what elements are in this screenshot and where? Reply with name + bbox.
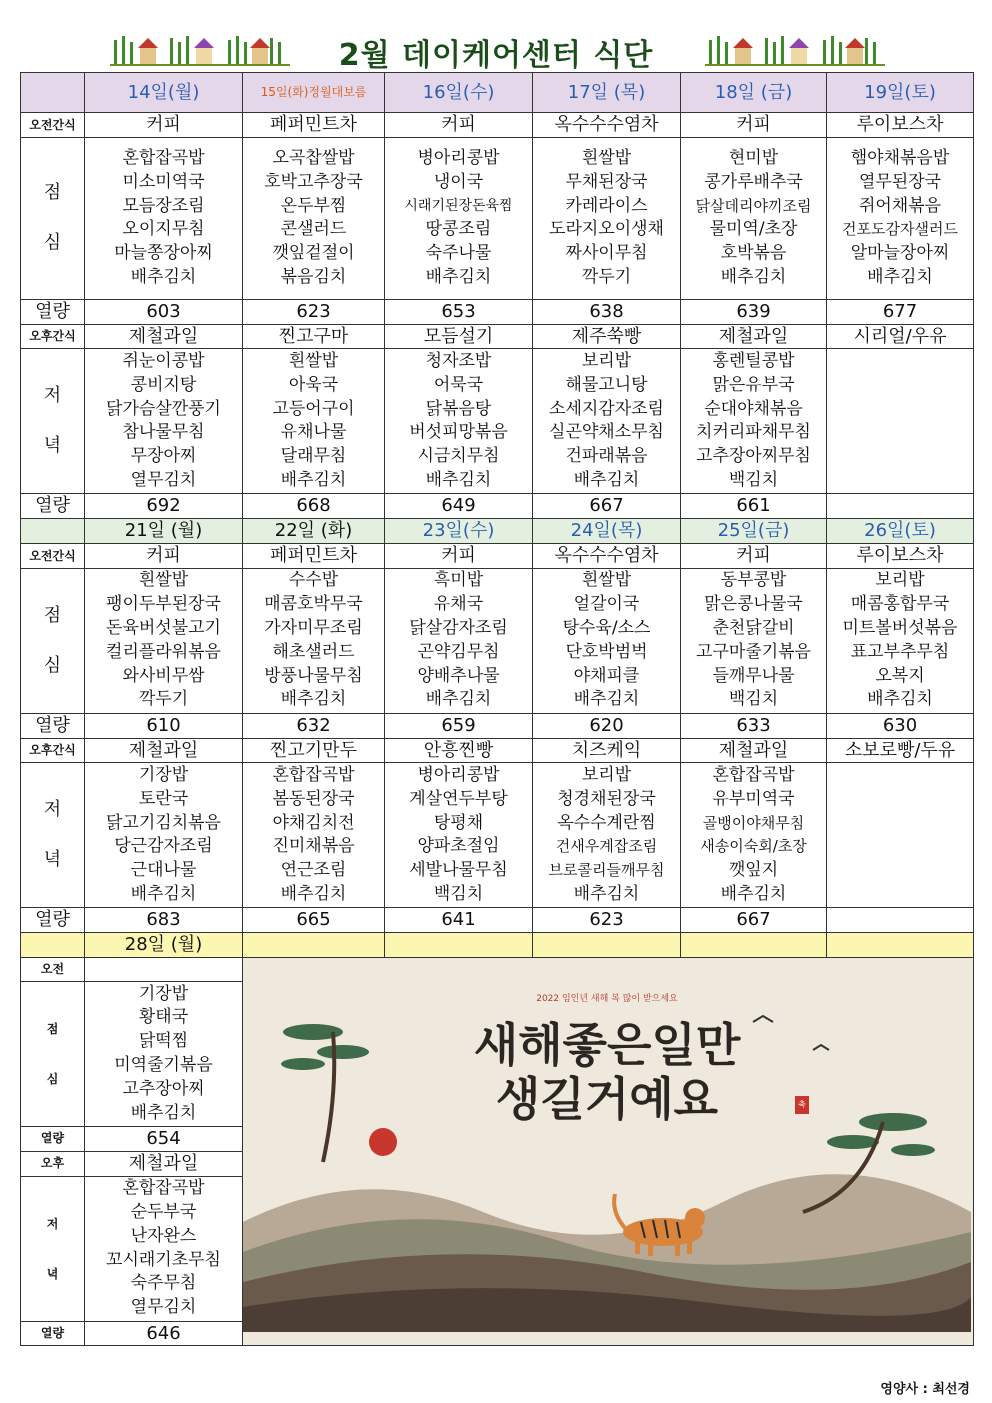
am-snack-cell: 페퍼민트차 — [243, 113, 385, 138]
day-header: 17일 (목) — [533, 73, 681, 113]
day-header: 22일 (화) — [243, 519, 385, 544]
calories-cell: 630 — [827, 713, 974, 738]
pm-snack-label: 오후간식 — [21, 738, 85, 763]
calories-label: 열량 — [21, 713, 85, 738]
week1-dinner-kcal-row — [21, 494, 974, 519]
dinner-label: 저 녁 — [21, 349, 85, 494]
lunch-cell: 현미밥 콩가루배추국 닭살데리야끼조림 물미역/초장 호박볶음 배추김치 — [681, 137, 827, 299]
dinner-cell: 혼합잡곡밥 유부미역국 골뱅이야채무침 새송이숙회/초장 깻잎지 배추김치 — [681, 763, 827, 908]
week2-lunch-kcal-row — [21, 713, 974, 738]
pm-snack-cell: 제철과일 — [681, 324, 827, 349]
calories-cell: 620 — [533, 713, 681, 738]
lunch-cell: 수수밥 매콤호박무국 가자미무조림 해초샐러드 방풍나물무침 배추김치 — [243, 568, 385, 713]
week2-header-row — [21, 519, 974, 544]
am-snack-cell: 옥수수수염차 — [533, 543, 681, 568]
am-snack-cell: 페퍼민트차 — [243, 543, 385, 568]
empty-cell — [243, 933, 385, 958]
pm-snack-cell: 찐고기만두 — [243, 738, 385, 763]
calories-label: 열량 — [21, 1126, 85, 1151]
dinner-cell: 보리밥 청경채된장국 옥수수계란찜 건새우계잡조림 브로콜리들깨무침 배추김치 — [533, 763, 681, 908]
calories-cell: 641 — [385, 908, 533, 933]
calories-cell: 667 — [533, 494, 681, 519]
lunch-cell: 오곡찹쌀밥 호박고추장국 온두부찜 콘샐러드 깻잎겉절이 볶음김치 — [243, 137, 385, 299]
lunch-cell: 햄야채볶음밥 열무된장국 쥐어채볶음 건포도감자샐러드 알마늘장아찌 배추김치 — [827, 137, 974, 299]
am-snack-cell: 커피 — [85, 113, 243, 138]
week2-dinner-row — [21, 763, 974, 908]
lunch-cell: 흰쌀밥 팽이두부된장국 돈육버섯불고기 컬리플라워볶음 와사비무쌈 깍두기 — [85, 568, 243, 713]
banner-small-text: 2022 임인년 새해 복 많이 받으세요 — [536, 993, 678, 1004]
week1-lunch-kcal-row — [21, 299, 974, 324]
calories-cell: 665 — [243, 908, 385, 933]
calories-cell: 603 — [85, 299, 243, 324]
dinner-cell: 병아리콩밥 계살연두부탕 탕평채 양파초절임 세발나물무침 백김치 — [385, 763, 533, 908]
empty-cell — [533, 933, 681, 958]
calories-cell: 649 — [385, 494, 533, 519]
week1-pm-snack-row — [21, 324, 974, 349]
empty-cell — [827, 933, 974, 958]
week2-lunch-row — [21, 568, 974, 713]
dinner-cell: 흰쌀밥 아욱국 고등어구이 유채나물 달래무침 배추김치 — [243, 349, 385, 494]
day-header: 26일(토) — [827, 519, 974, 544]
calories-cell: 638 — [533, 299, 681, 324]
am-snack-cell: 커피 — [85, 543, 243, 568]
am-snack-cell: 커피 — [681, 113, 827, 138]
lunch-cell: 기장밥 황태국 닭떡찜 미역줄기볶음 고추장아찌 배추김치 — [85, 981, 243, 1126]
new-year-banner — [243, 957, 974, 1345]
week1-am-snack-row — [21, 113, 974, 138]
calories-cell — [827, 494, 974, 519]
pm-snack-label: 오후 — [21, 1151, 85, 1176]
pm-snack-cell: 소보로빵/두유 — [827, 738, 974, 763]
day-header: 16일(수) — [385, 73, 533, 113]
dinner-cell: 혼합잡곡밥 순두부국 난자완스 꼬시래기초무침 숙주무침 열무김치 — [85, 1176, 243, 1321]
week2-pm-snack-row — [21, 738, 974, 763]
lunch-cell: 혼합잡곡밥 미소미역국 모듬장조림 오이지무침 마늘쫑장아찌 배추김치 — [85, 137, 243, 299]
pm-snack-cell: 제철과일 — [85, 1151, 243, 1176]
day-header: 14일(월) — [85, 73, 243, 113]
day-header: 19일(토) — [827, 73, 974, 113]
calories-cell: 654 — [85, 1126, 243, 1151]
calories-cell: 659 — [385, 713, 533, 738]
calories-label: 열량 — [21, 908, 85, 933]
am-snack-cell: 커피 — [681, 543, 827, 568]
calories-cell: 623 — [243, 299, 385, 324]
lunch-cell: 보리밥 매콤홍합무국 미트볼버섯볶음 표고부추무침 오복지 배추김치 — [827, 568, 974, 713]
pm-snack-cell: 모듬설기 — [385, 324, 533, 349]
am-snack-cell: 커피 — [385, 113, 533, 138]
week1-header-row — [21, 73, 974, 113]
day-header: 23일(수) — [385, 519, 533, 544]
pm-snack-cell: 찐고구마 — [243, 324, 385, 349]
pm-snack-cell: 제철과일 — [85, 738, 243, 763]
am-snack-cell: 루이보스차 — [827, 113, 974, 138]
pm-snack-cell: 제철과일 — [681, 738, 827, 763]
menu-table — [20, 72, 974, 1346]
calories-cell: 639 — [681, 299, 827, 324]
calories-cell: 668 — [243, 494, 385, 519]
corner-cell — [21, 933, 85, 958]
page-title: 2월 데이케어센터 식단 — [338, 38, 654, 73]
pm-snack-cell: 시리얼/우유 — [827, 324, 974, 349]
calories-cell: 632 — [243, 713, 385, 738]
week2-am-snack-row — [21, 543, 974, 568]
lunch-label: 점 심 — [21, 568, 85, 713]
nutritionist-credit: 영양사 : 최선경 — [880, 1382, 970, 1397]
am-snack-label: 오전간식 — [21, 113, 85, 138]
am-snack-cell: 루이보스차 — [827, 543, 974, 568]
day-header: 18일 (금) — [681, 73, 827, 113]
calories-cell — [827, 908, 974, 933]
pm-snack-label: 오후간식 — [21, 324, 85, 349]
banner-stamp: 축 — [795, 1096, 809, 1114]
day-header: 24일(목) — [533, 519, 681, 544]
am-snack-label: 오전 — [21, 957, 85, 981]
dinner-cell: 기장밥 토란국 닭고기김치볶음 당근감자조림 근대나물 배추김치 — [85, 763, 243, 908]
empty-cell — [385, 933, 533, 958]
lunch-cell: 흰쌀밥 무채된장국 카레라이스 도라지오이생채 짜사이무침 깍두기 — [533, 137, 681, 299]
day-header: 21일 (월) — [85, 519, 243, 544]
pm-snack-cell: 치즈케익 — [533, 738, 681, 763]
day-header: 28일 (월) — [85, 933, 243, 958]
calories-label: 열량 — [21, 299, 85, 324]
week1-lunch-row — [21, 137, 974, 299]
empty-cell — [681, 933, 827, 958]
week3-header-row — [21, 933, 974, 958]
title-bar — [0, 28, 992, 72]
lunch-cell: 병아리콩밥 냉이국 시래기된장돈육찜 땅콩조림 숙주나물 배추김치 — [385, 137, 533, 299]
calories-cell: 653 — [385, 299, 533, 324]
calories-cell: 692 — [85, 494, 243, 519]
pm-snack-cell: 제주쑥빵 — [533, 324, 681, 349]
calories-cell: 623 — [533, 908, 681, 933]
week3-am-snack-row — [21, 957, 974, 981]
am-snack-cell — [85, 957, 243, 981]
dinner-label: 저 녁 — [21, 1176, 85, 1321]
dinner-cell — [827, 763, 974, 908]
dinner-cell: 홍렌틸콩밥 맑은유부국 순대야채볶음 치커리파채무침 고추장아찌무침 백김치 — [681, 349, 827, 494]
calories-label: 열량 — [21, 494, 85, 519]
week1-dinner-row — [21, 349, 974, 494]
am-snack-label: 오전간식 — [21, 543, 85, 568]
pm-snack-cell: 안흥찐빵 — [385, 738, 533, 763]
am-snack-cell: 커피 — [385, 543, 533, 568]
dinner-cell: 청자조밥 어묵국 닭볶음탕 버섯피망볶음 시금치무침 배추김치 — [385, 349, 533, 494]
calories-cell: 633 — [681, 713, 827, 738]
calories-cell: 646 — [85, 1321, 243, 1346]
day-header: 25일(금) — [681, 519, 827, 544]
lunch-cell: 흰쌀밥 얼갈이국 탕수육/소스 단호박범벅 야채피클 배추김치 — [533, 568, 681, 713]
calories-cell: 683 — [85, 908, 243, 933]
calories-cell: 610 — [85, 713, 243, 738]
week2-dinner-kcal-row — [21, 908, 974, 933]
am-snack-cell: 옥수수수염차 — [533, 113, 681, 138]
calories-cell: 661 — [681, 494, 827, 519]
village-decoration-right-icon — [705, 32, 885, 66]
day-header-holiday: 15일(화)정월대보름 — [243, 73, 385, 113]
lunch-label: 점 심 — [21, 981, 85, 1126]
banner-headline: 새해좋은일만 생길거예요 — [473, 1017, 741, 1126]
dinner-cell: 보리밥 해물고니탕 소세지감자조림 실곤약채소무침 건파래볶음 배추김치 — [533, 349, 681, 494]
corner-cell — [21, 73, 85, 113]
calories-cell: 667 — [681, 908, 827, 933]
dinner-cell — [827, 349, 974, 494]
dinner-cell: 쥐눈이콩밥 콩비지탕 닭가슴살깐풍기 참나물무침 무장아찌 열무김치 — [85, 349, 243, 494]
lunch-label: 점 심 — [21, 137, 85, 299]
pm-snack-cell: 제철과일 — [85, 324, 243, 349]
corner-cell — [21, 519, 85, 544]
dinner-label: 저 녁 — [21, 763, 85, 908]
dinner-cell: 혼합잡곡밥 봄동된장국 야채김치전 진미채볶음 연근조림 배추김치 — [243, 763, 385, 908]
calories-cell: 677 — [827, 299, 974, 324]
lunch-cell: 흑미밥 유채국 닭살감자조림 곤약김무침 양배추나물 배추김치 — [385, 568, 533, 713]
calories-label: 열량 — [21, 1321, 85, 1346]
lunch-cell: 동부콩밥 맑은콩나물국 춘천닭갈비 고구마줄기볶음 들깨무나물 백김치 — [681, 568, 827, 713]
